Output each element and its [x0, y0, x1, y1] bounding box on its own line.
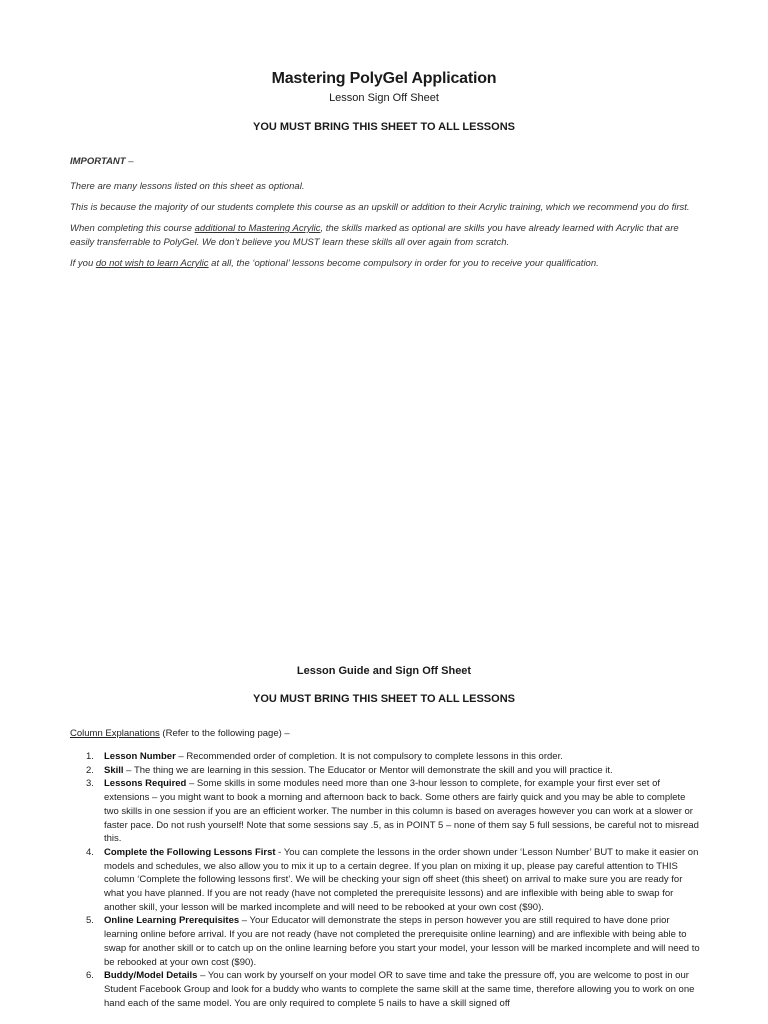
list-item: 2. Skill – The thing we are learning in this session. The Educator or Mentor will demonstrate the skill and you will practice it. [86, 764, 613, 776]
page-subtitle: Lesson Sign Off Sheet [329, 92, 439, 104]
important-paragraph-3: When completing this course additional to Mastering Acrylic, the skills marked as optional are skills you have already learned with Acrylic that are easily transferrable to PolyGel. We don’t believe you MUST learn these skills all over again from scratch. [70, 223, 679, 248]
important-section [70, 155, 700, 278]
list-item: 3. Lessons Required – Some skills in some modules need more than one 3-hour lesson to complete, for example your first ever set of extensions – you might want to book a morning and afternoon back to back. Some others are fairly quick and you may be able to complete two skills in one session if you are an efficient worker. The number in this column is based on averages however you can work at a slower or faster pace. Do not rush yourself! Note that some sessions say .5, as in POINT 5 – none of them say 5 full sessions, be careful not to misread this. [86, 778, 699, 845]
guide-title: Lesson Guide and Sign Off Sheet [296, 665, 472, 677]
page-title: Mastering PolyGel Application [271, 70, 497, 87]
no-acrylic-reference: do not wish to learn Acrylic [95, 258, 209, 269]
guide-must-bring-notice: YOU MUST BRING THIS SHEET TO ALL LESSONS [253, 693, 515, 705]
list-item: 6. Buddy/Model Details – You can work by yourself on your model OR to save time and take the pressure off, you are welcome to post in our Student Facebook Group and look for a buddy who wants to complete the same skill at the same time, therefore allowing you to work on one hand each of the same model. You are only required to complete 5 nails to have a skill signed off [86, 970, 695, 1009]
important-heading: IMPORTANT – [70, 156, 134, 167]
acrylic-reference: additional to Mastering Acrylic [194, 223, 321, 234]
important-paragraph-1: There are many lessons listed on this sheet as optional. [70, 181, 305, 192]
column-explanations-heading: Column Explanations (Refer to the following page) – [70, 728, 290, 739]
column-explanations-list [70, 750, 700, 1010]
list-item: 5. Online Learning Prerequisites – Your Educator will demonstrate the steps in person however you are still required to have done prior learning online before arrival. If you are not ready (have not completed the prerequisite online learning) and are inflexible with being able to swap for another skill or to catch up on the online learning before you start your model, your lesson will be marked incomplete and will need to be rebooked at your own cost ($90). [86, 915, 700, 968]
must-bring-notice: YOU MUST BRING THIS SHEET TO ALL LESSONS [253, 121, 515, 133]
important-paragraph-2: This is because the majority of our students complete this course as an upskill or addition to their Acrylic training, which we recommend you do first. [70, 202, 690, 213]
list-item: 4. Complete the Following Lessons First - You can complete the lessons in the order shown under ‘Lesson Number’ BUT to make it easier on models and schedules, we also allow you to mix it up to a certain degree. If you plan on mixing it up, please pay careful attention to THIS column ‘Complete the following lessons first’. We will be checking your sign off sheet (this sheet) on arrival to make sure you are ready for what you have planned. If you are not ready (have not completed the prerequisite lessons) and are inflexible with being able to swap for another skill, your lesson will be marked incomplete and will need to be rebooked at your own cost ($90). [86, 846, 699, 913]
important-paragraph-4: If you do not wish to learn Acrylic at all, the ‘optional’ lessons become compulsory in order for you to receive your qualification. [70, 258, 599, 269]
list-item: 1. Lesson Number – Recommended order of completion. It is not compulsory to complete lessons in this order. [86, 751, 563, 762]
